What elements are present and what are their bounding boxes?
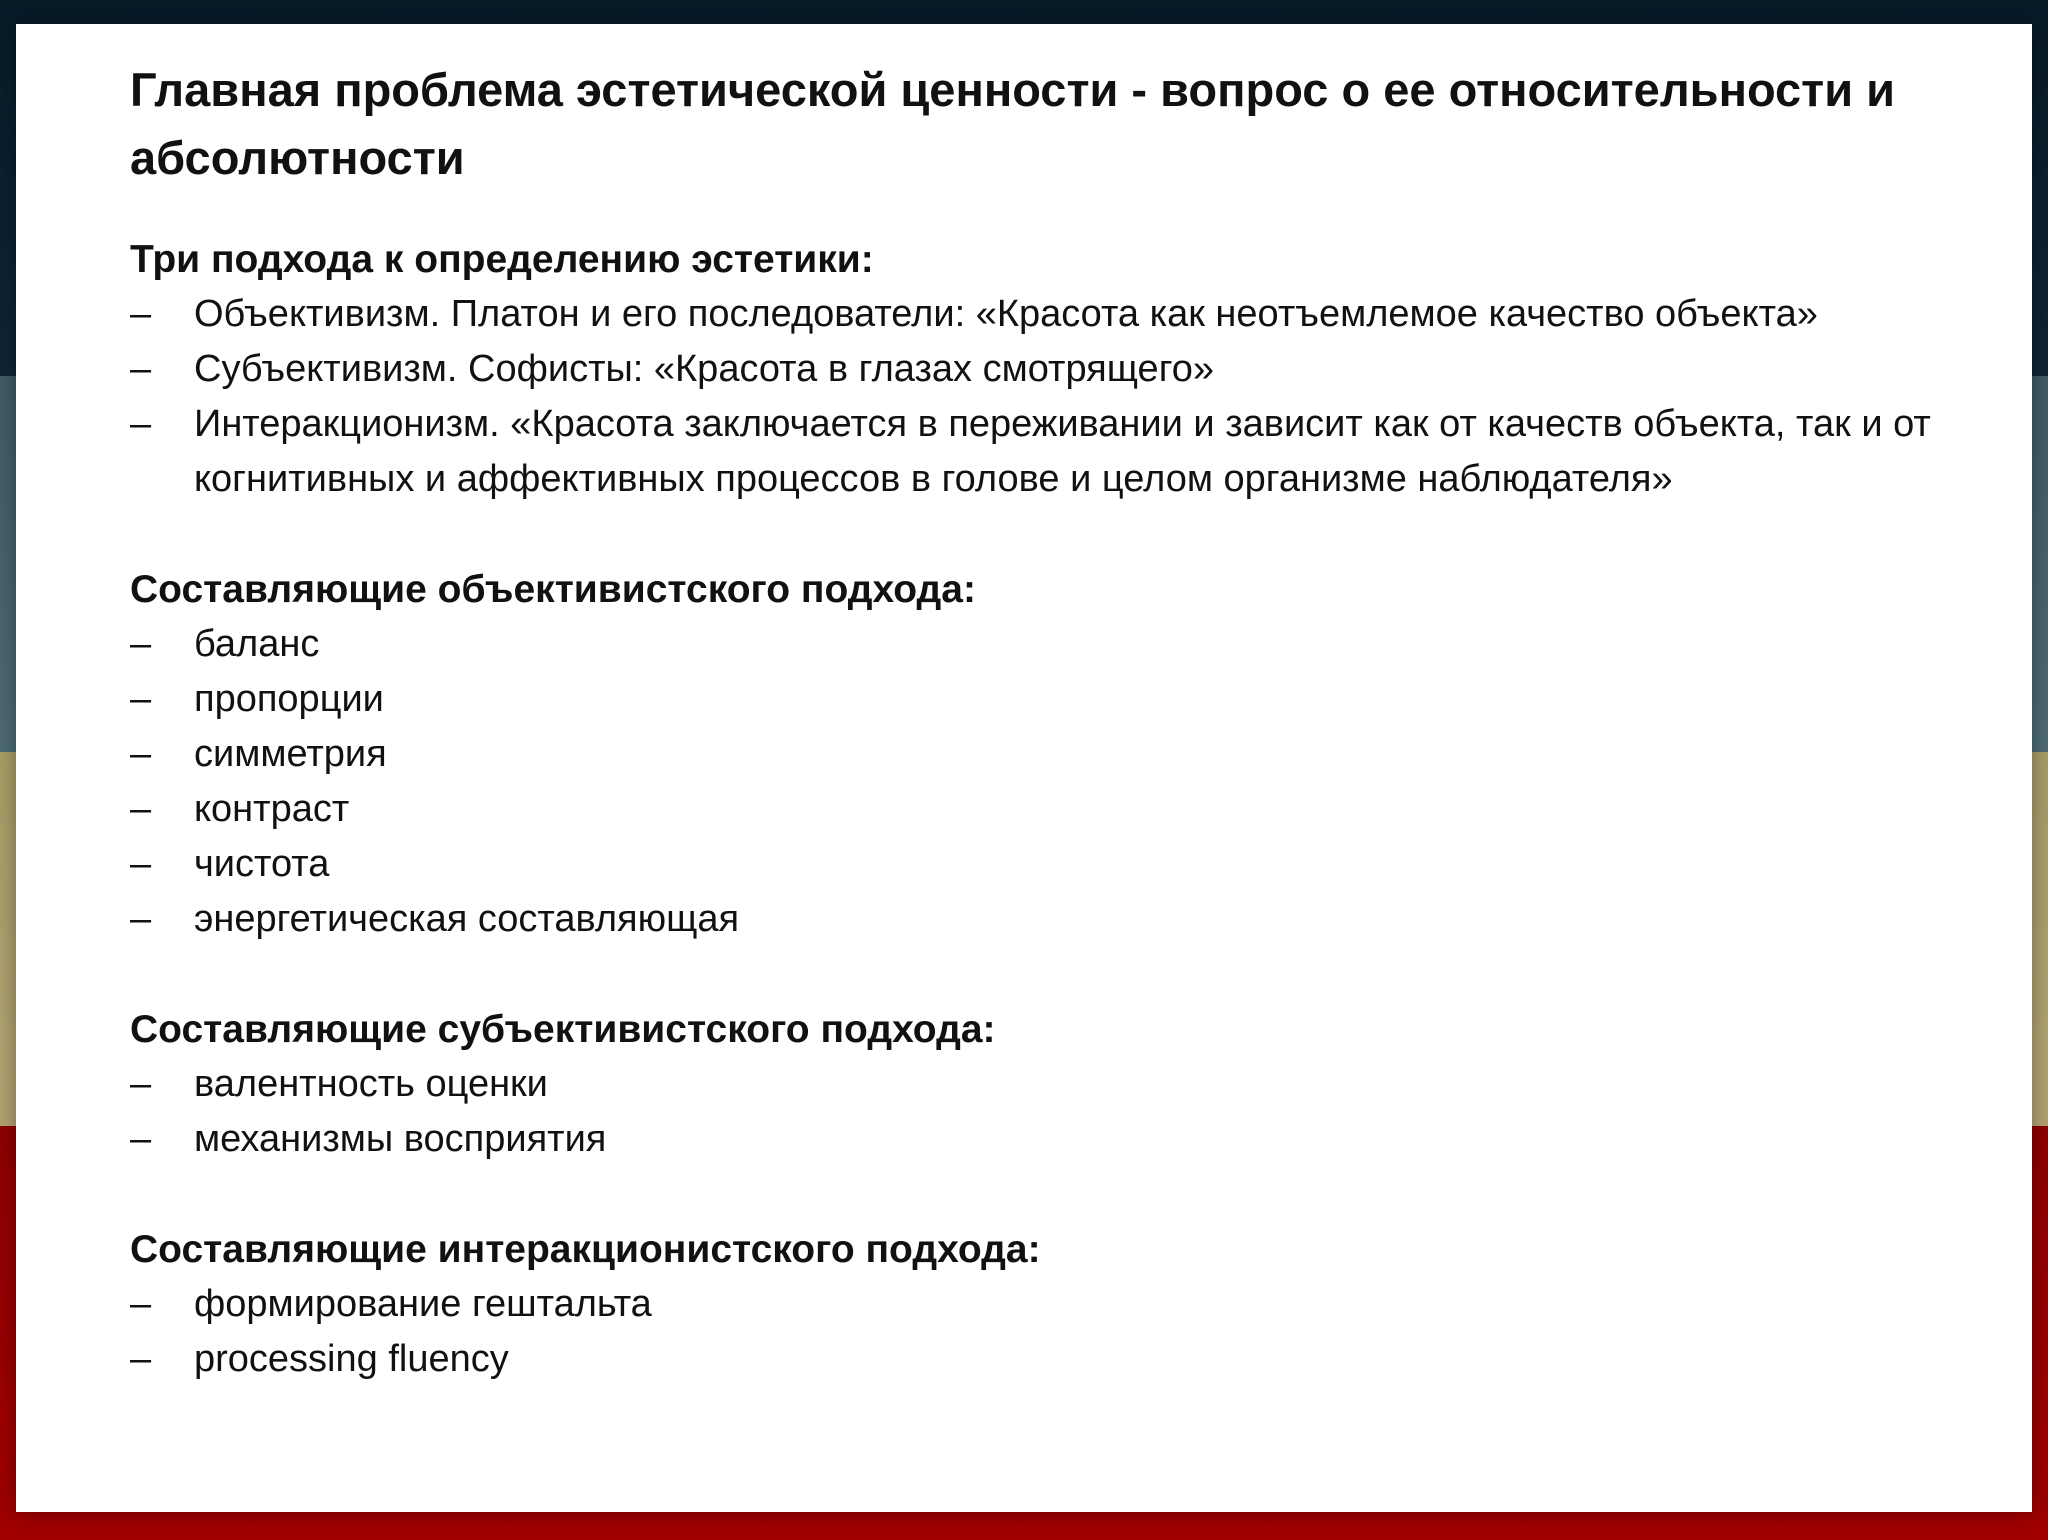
list-item-text: контраст [194, 788, 350, 830]
dash-bullet: – [130, 623, 152, 665]
dash-bullet: – [130, 1118, 152, 1160]
slide-card [16, 24, 2032, 1512]
list-item-text: формирование гештальта [194, 1283, 652, 1325]
dash-bullet: – [130, 678, 152, 720]
bullet-list [130, 1057, 1932, 1167]
list-item [130, 1332, 1932, 1387]
list-item-text: processing fluency [194, 1338, 509, 1380]
list-item [130, 617, 1932, 672]
section-three-approaches [130, 232, 1932, 507]
section-objectivist-components [130, 562, 1932, 947]
bullet-list [130, 287, 1932, 507]
dash-bullet: – [130, 403, 152, 445]
list-item [130, 342, 1932, 397]
section-heading: Составляющие интеракционистского подхода: [130, 1228, 1041, 1271]
section-heading: Составляющие объективистского подхода: [130, 568, 976, 611]
list-item-text: валентность оценки [194, 1063, 548, 1105]
bullet-list [130, 1277, 1932, 1387]
dash-bullet: – [130, 898, 152, 940]
list-item [130, 837, 1932, 892]
list-item [130, 782, 1932, 837]
section-interactionist-components [130, 1222, 1932, 1387]
list-item-text: Интеракционизм. «Красота заключается в переживании и зависит как от качеств объекта, так и от когнитивных и аффективных процессов в голове и целом организме наблюдателя» [194, 403, 1931, 500]
list-item [130, 1112, 1932, 1167]
list-item [130, 1057, 1932, 1112]
list-item-text: механизмы восприятия [194, 1118, 607, 1160]
list-item [130, 727, 1932, 782]
dash-bullet: – [130, 788, 152, 830]
dash-bullet: – [130, 1338, 152, 1380]
section-heading: Три подхода к определению эстетики: [130, 238, 874, 281]
dash-bullet: – [130, 1283, 152, 1325]
list-item [130, 397, 1932, 507]
dash-bullet: – [130, 293, 152, 335]
list-item-text: баланс [194, 623, 320, 665]
list-item [130, 1277, 1932, 1332]
dash-bullet: – [130, 348, 152, 390]
list-item [130, 287, 1932, 342]
list-item [130, 672, 1932, 727]
dash-bullet: – [130, 843, 152, 885]
list-item-text: Объективизм. Платон и его последователи: «Красота как неотъемлемое качество объекта» [194, 293, 1818, 335]
section-heading: Составляющие субъективистского подхода: [130, 1008, 996, 1051]
dash-bullet: – [130, 1063, 152, 1105]
list-item-text: Субъективизм. Софисты: «Красота в глазах смотрящего» [194, 348, 1214, 390]
list-item [130, 892, 1932, 947]
section-subjectivist-components [130, 1002, 1932, 1167]
dash-bullet: – [130, 733, 152, 775]
list-item-text: симметрия [194, 733, 387, 775]
list-item-text: чистота [194, 843, 330, 885]
list-item-text: пропорции [194, 678, 384, 720]
bullet-list [130, 617, 1932, 947]
list-item-text: энергетическая составляющая [194, 898, 740, 940]
slide-title: Главная проблема эстетической ценности - вопрос о ее относительности и абсолютности [130, 63, 1896, 184]
